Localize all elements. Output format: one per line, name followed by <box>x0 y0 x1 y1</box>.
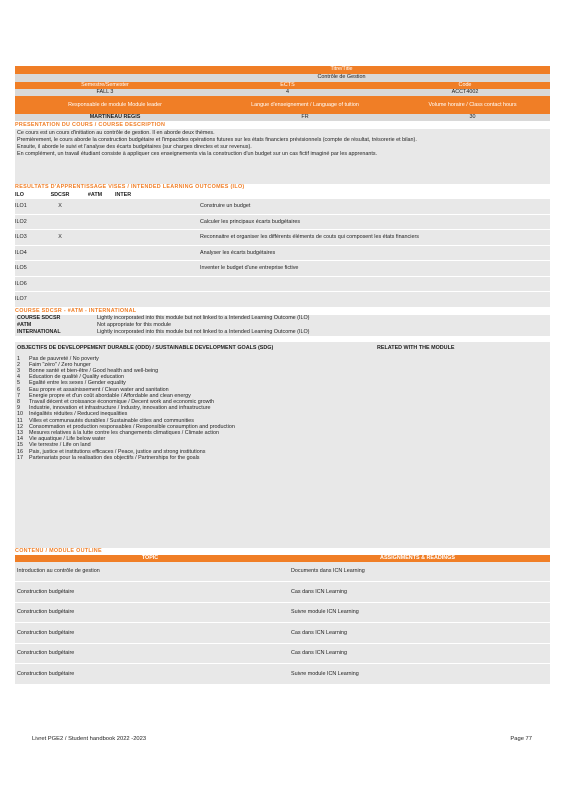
sdg-goal-number: 1 <box>17 355 20 362</box>
ects-value: 4 <box>286 89 289 95</box>
contenu-assignment: Cas dans ICN Learning <box>291 650 348 657</box>
contenu-title: CONTENU / MODULE OUTLINE <box>15 547 102 554</box>
course-title: COURSE SDCSR - #ATM - INTERNATIONAL <box>15 307 137 314</box>
assignments-label: ASSIGNMENTS & READINGS <box>380 554 455 561</box>
sdg-related-label: RELATED WITH THE MODULE <box>377 344 455 351</box>
presentation-paragraph: Ce cours est un cours d'initiation au contrôle de gestion. Il en aborde deux thèmes. <box>17 130 215 136</box>
volume-label: Volume horaire / Class contact hours <box>428 101 517 108</box>
sdg-goal-text: Vie terrestre / Life on land <box>29 442 91 449</box>
presentation-paragraph: Premièrement, le cours aborde la construction budgétaire et l'impactdes opérations futures sur les états financiers prévisionnels (compte de résultat, trésorerie et bilan). <box>17 137 417 143</box>
ilo-text: Inventer le budget d'une entreprise fictive <box>200 265 299 272</box>
contenu-assignment: Cas dans ICN Learning <box>291 629 348 636</box>
sdg-goal-number: 6 <box>17 386 20 393</box>
header-responsable-label-row <box>15 96 550 114</box>
handbook-page <box>15 66 550 685</box>
course-row <box>15 315 550 322</box>
ilo-row <box>15 230 550 246</box>
sdg-goal-text: Egalité entre les sexes / Gender equality <box>29 380 126 387</box>
contenu-row <box>15 664 550 685</box>
footer-page-number: Page 77 <box>510 736 532 742</box>
header-title-label-row <box>15 66 550 74</box>
presentation-title: PRESENTATION DU COURS / COURSE DESCRIPTION <box>15 122 166 128</box>
course-row-text: Not appropriate for this module <box>97 321 172 328</box>
presentation-paragraph: En complément, un travail étudiant consiste à appliquer ces enseignements via la construction d'un budget sur un cas fictif imaginé par les apprenants. <box>17 151 378 157</box>
contenu-assignment: Cas dans ICN Learning <box>291 588 348 595</box>
contenu-assignment: Suivre module ICN Learning <box>291 609 359 616</box>
sdg-goal-number: 3 <box>17 367 20 374</box>
sdg-box <box>15 342 550 548</box>
header-title-value-row <box>15 74 550 82</box>
responsable-label: Responsable de module Module leader <box>68 101 162 108</box>
contenu-row <box>15 582 550 603</box>
ilo-id: ILO3 <box>15 234 27 241</box>
sdg-goal-number: 11 <box>17 417 23 424</box>
ilo-text: Construire un budget <box>200 203 251 210</box>
ilo-col-header: #ATM <box>87 191 103 198</box>
contenu-topic: Construction budgétaire <box>17 670 75 677</box>
sdg-goal-number: 16 <box>17 448 23 455</box>
sdg-goal-number: 2 <box>17 361 20 368</box>
responsable-value: MARTINEAU REGIS <box>89 114 141 120</box>
sdg-goal-number: 13 <box>17 429 23 436</box>
course-row-label: #ATM <box>17 321 32 328</box>
topic-label: TOPIC <box>141 554 159 561</box>
ilo-id: ILO4 <box>15 249 27 256</box>
course-row <box>15 322 550 329</box>
presentation-body <box>15 129 550 184</box>
contenu-header-row <box>15 555 550 562</box>
ilo-id: ILO7 <box>15 296 27 303</box>
sdg-goal-text: Villes et communautés durables / Sustainable cities and communities <box>29 417 194 424</box>
sdg-goal <box>17 455 548 461</box>
sdg-goal-number: 5 <box>17 380 20 387</box>
semester-value: FALL 3 <box>96 89 114 95</box>
course-row-text: Lightly incorporated into this module but not linked to a Intended Learning Outcome (ILO) <box>97 328 310 335</box>
contenu-topic: Introduction au contrôle de gestion <box>17 568 100 575</box>
sdg-goal-text: Pas de pauvreté / No poverty <box>29 355 99 362</box>
ects-label: ECTS <box>280 82 295 88</box>
page-footer <box>32 736 532 742</box>
contenu-row <box>15 603 550 624</box>
ilo-col-header: ILO <box>15 191 24 198</box>
sdg-goal-text: Mesures relatives à la lutte contre les changements climatiques / Climate action <box>29 429 219 436</box>
ilo-col-header: SDCSR <box>50 191 70 198</box>
ilo-text: Calculer les principaux écarts budgétaires <box>200 218 301 225</box>
ilo-row <box>15 215 550 231</box>
sdg-goal-text: Energie propre et d'un coût abordable / Affordable and clean energy <box>29 392 191 399</box>
course-row <box>15 329 550 336</box>
footer-handbook-label: Livret PGE2 / Student handbook 2022 -2023 <box>32 736 147 742</box>
ilo-row <box>15 277 550 293</box>
sdg-goal-text: Paix, justice et institutions efficaces / Peace, justice and strong institutions <box>29 448 206 455</box>
course-table <box>15 315 550 336</box>
sdg-goal-number: 4 <box>17 374 20 381</box>
code-value: ACCT4002 <box>451 89 479 95</box>
sdg-goal-number: 15 <box>17 442 23 449</box>
sdg-goal-number: 7 <box>17 392 20 399</box>
contenu-topic: Construction budgétaire <box>17 629 75 636</box>
sdg-goal-text: Inégalités réduites / Reduced inequalities <box>29 411 128 418</box>
sdg-goal-text: Bonne santé et bien-être / Good health and well-being <box>29 367 159 374</box>
contenu-topic: Construction budgétaire <box>17 650 75 657</box>
header-semester-label-row <box>15 82 550 89</box>
ilo-row <box>15 246 550 262</box>
langue-label: Langue d'enseignement / Language of tuition <box>251 101 359 108</box>
sdg-goal-text: Vie aquatique / Life below water <box>29 436 106 443</box>
contenu-assignment: Suivre module ICN Learning <box>291 670 359 677</box>
contenu-topic: Construction budgétaire <box>17 609 75 616</box>
ilo-id: ILO6 <box>15 280 27 287</box>
presentation-paragraph: Ensuite, il aborde le suivi et l'analyse des écarts budgétaires (sur charges directes et sur revenus). <box>17 144 252 150</box>
ilo-row <box>15 261 550 277</box>
code-label: Code <box>458 82 472 88</box>
ilo-row <box>15 199 550 215</box>
sdg-goal-number: 8 <box>17 398 20 405</box>
contenu-table <box>15 562 550 685</box>
ilo-id: ILO5 <box>15 265 27 272</box>
sdg-goal-text: Eau propre et assainissement / Clean water and sanitation <box>29 386 169 393</box>
ilo-col-header: INTER <box>115 191 132 198</box>
volume-value: 30 <box>469 114 476 120</box>
ilo-title: RESULTATS D'APPRENTISSAGE VISES / INTENDED LEARNING OUTCOMES (ILO) <box>15 184 245 190</box>
course-row-text: Lightly incorporated into this module but not linked to a Intended Learning Outcome (ILO) <box>97 314 310 321</box>
ilo-text: Analyser les écarts budgétaires <box>200 249 276 256</box>
ilo-table <box>15 199 550 308</box>
sdg-goal-text: Partenariats pour la realisation des objectifs / Partnerships for the goals <box>29 454 200 461</box>
contenu-row <box>15 644 550 665</box>
ilo-id: ILO2 <box>15 218 27 225</box>
header-semester-value-row <box>15 89 550 96</box>
langue-value: FR <box>301 114 309 120</box>
sdg-title: OBJECTIFS DE DEVELOPPEMENT DURABLE (ODD) / SUSTAINABLE DEVELOPMENT GOALS (SDG) <box>17 344 274 351</box>
sdg-goal-text: Faim "zéro" / Zero hunger <box>29 361 91 368</box>
sdg-header <box>17 344 548 352</box>
sdg-goal-number: 10 <box>17 411 23 418</box>
sdg-goal-number: 9 <box>17 405 20 412</box>
ilo-row <box>15 292 550 308</box>
ilo-sdcsr: X <box>58 234 62 241</box>
contenu-row <box>15 562 550 583</box>
sdg-goal-text: Travail décent et croissance économique / Decent work and economic growth <box>29 398 214 405</box>
semester-label: Semestre/Semester <box>81 82 129 88</box>
ilo-text: Reconnaitre et organiser les différents éléments de couts qui composent les états financiers <box>200 234 419 241</box>
contenu-topic: Construction budgétaire <box>17 588 75 595</box>
ilo-header-row <box>15 191 550 199</box>
sdg-goal-number: 14 <box>17 436 23 443</box>
ilo-id: ILO1 <box>15 203 27 210</box>
sdg-goal-text: Industrie, innovation et infrastructure / Industry, innovation and infrastructure <box>29 405 211 412</box>
course-row-label: INTERNATIONAL <box>17 328 61 335</box>
ilo-sdcsr: X <box>58 203 62 210</box>
sdg-goal-text: Consommation et production responsables / Responsible consumption and production <box>29 423 235 430</box>
contenu-assignment: Documents dans ICN Learning <box>291 568 365 575</box>
header-responsable-value-row <box>15 114 550 121</box>
sdg-goal-text: Education de qualité / Quality education <box>29 374 124 381</box>
sdg-goal-number: 12 <box>17 423 23 430</box>
sdg-goal-number: 17 <box>17 454 23 461</box>
course-row-label: COURSE SDCSR <box>17 314 61 321</box>
title-value: Contrôle de Gestion <box>317 74 366 80</box>
title-label: Titre/Title <box>330 66 353 72</box>
contenu-row <box>15 623 550 644</box>
